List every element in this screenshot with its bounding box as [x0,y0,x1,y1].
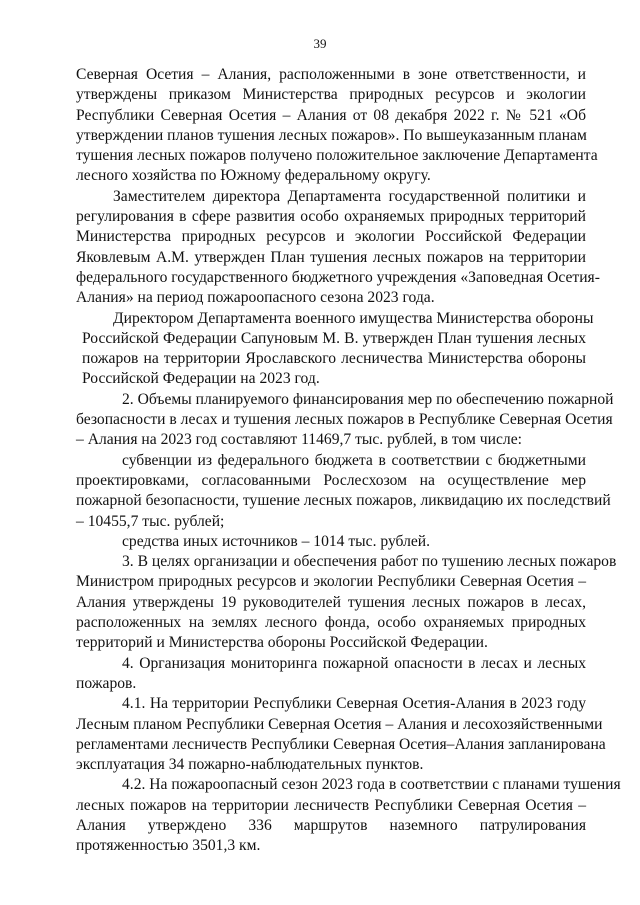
text-line: Российской Федерации на 2023 год. [82,370,320,388]
text-line: эксплуатация 34 пожарно-наблюдательных пунктов. [76,756,424,774]
text-line: регулирования в сфере развития особо охраняемых природных территорий [76,208,586,226]
text-line: – 10455,7 тыс. рублей; [76,512,225,530]
text-line: 4.1. На территории Республики Северная Осетия-Алания в 2023 году [122,695,586,713]
text-line: Республики Северная Осетия – Алания от 08 декабря 2022 г. № 521 «Об [76,106,586,124]
text-line: утверждении планов тушения лесных пожаров». По вышеуказанным планам [76,126,587,144]
text-line: Алания утверждены 19 руководителей тушения лесных пожаров в лесах, [76,593,586,611]
text-line: проектировками, согласованными Рослесхозом на осуществление мер [76,471,586,489]
text-line: федерального государственного бюджетного учреждения «Заповедная Осетия- [76,268,600,286]
text-line: Министерства природных ресурсов и экологии Российской Федерации [76,228,586,246]
text-line: регламентами лесничеств Республики Северная Осетия–Алания запланирована [76,735,606,753]
page-number: 39 [313,36,327,51]
text-line: Алания» на период пожароопасного сезона 2023 года. [76,289,435,307]
text-line: протяженностью 3501,3 км. [76,837,261,855]
text-line: пожарной безопасности, тушение лесных пожаров, ликвидацию их последствий [76,492,611,510]
text-line: субвенции из федерального бюджета в соответствии с бюджетными [122,451,586,469]
text-line: средства иных источников – 1014 тыс. рублей. [122,532,431,550]
text-line: 3. В целях организации и обеспечения работ по тушению лесных пожаров [122,553,617,571]
text-line: лесного хозяйства по Южному федеральному округу. [76,167,431,185]
text-line: – Алания на 2023 год составляют 11469,7 тыс. рублей, в том числе: [76,431,522,449]
text-line: 2. Объемы планируемого финансирования мер по обеспечению пожарной [122,390,614,408]
text-line: Директором Департамента военного имущества Министерства обороны [113,309,594,327]
text-line: Министром природных ресурсов и экологии Республики Северная Осетия – [76,573,586,591]
document-body [76,65,621,857]
text-line: Северная Осетия – Алания, расположенными в зоне ответственности, и [76,66,586,83]
text-line: пожаров. [76,674,137,692]
text-line: пожаров на территории Ярославского лесничества Министерства обороны [82,350,586,368]
text-line: тушения лесных пожаров получено положительное заключение Департамента [76,147,598,165]
text-line: Лесным планом Республики Северная Осетия – Алания и лесохозяйственными [76,715,603,733]
text-line: Заместителем директора Департамента государственной политики и [113,187,586,205]
text-line: утверждены приказом Министерства природных ресурсов и экологии [76,86,586,104]
text-line: Яковлевым А.М. утвержден План тушения лесных пожаров на территории [76,248,586,266]
text-line: расположенных на землях лесного фонда, особо охраняемых природных [76,614,586,632]
text-line: Алания утверждено 336 маршрутов наземного патрулирования [76,816,586,834]
text-line: территорий и Министерства обороны Российской Федерации. [76,634,488,652]
text-line: Российской Федерации Сапуновым М. В. утвержден План тушения лесных [82,329,586,347]
text-line: лесных пожаров на территории лесничеств Республики Северная Осетия – [76,796,586,814]
text-line: 4.2. На пожароопасный сезон 2023 года в соответствии с планами тушения [122,776,621,794]
text-line: 4. Организация мониторинга пожарной опасности в лесах и лесных [122,654,586,672]
text-line: безопасности в лесах и тушения лесных пожаров в Республике Северная Осетия [76,411,613,429]
